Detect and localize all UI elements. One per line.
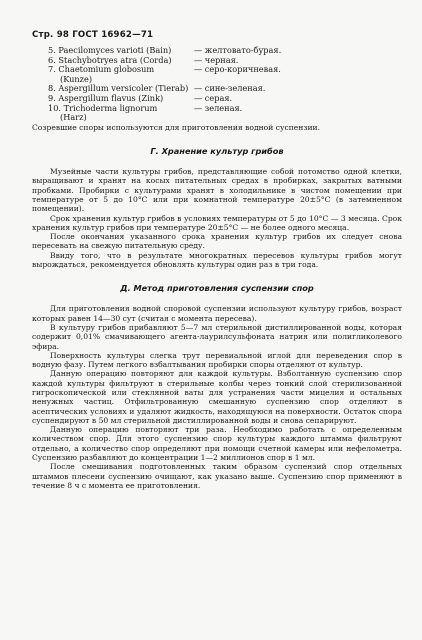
species-color: — сине-зеленая. (194, 83, 266, 94)
species-name: 8. Aspergillum versicoler (Tierab) (48, 83, 189, 94)
species-author: (Harz) (60, 112, 87, 123)
section-title-suspension: Д. Метод приготовления суспензии спор (120, 283, 314, 294)
species-name: 10. Trichoderma lignorum (48, 102, 158, 113)
species-name: 5. Paecilomyces varioti (Bain) (48, 45, 172, 55)
paragraph: Для приготовления водной споровой суспензии используют культуру грибов, возраст которых равен 14—30 сут (считая с момента пересева). (32, 304, 402, 323)
species-name: 9. Aspergillum flavus (Zink) (48, 92, 164, 103)
paragraph: Данную операцию повторяют три раза. Необходимо работать с определенным количеством спор. Для этого суспензию спор культуры каждого штамма фильтруют отдельно, а количество спор определяют при помощи счетной камеры или нефелометра. Суспензию разбавляют до концентрации 1—2 миллионов спор в 1 мл. (32, 425, 402, 463)
species-author: (Kunze) (60, 73, 93, 84)
paragraph: Срок хранения культур грибов в условиях температуры от 5 до 10°С — 3 месяца. Срок хранения культур грибов при температуре 20±5°С — не более одного месяца. (32, 213, 402, 232)
paragraph: В культуру грибов прибавляют 5—7 мл стерильной дистиллированной воды, которая содержит 0,01% смачивающего агента-лаурилсульфоната натрия или полигликолевого эфира. (32, 322, 402, 351)
species-color: — зеленая. (194, 102, 243, 113)
species-list (32, 46, 402, 123)
species-color: — серая. (194, 92, 233, 103)
species-note: Созревшие споры используются для приготовления водной суспензии. (32, 122, 321, 132)
species-item (48, 104, 402, 114)
page-header: Стр. 98 ГОСТ 16962—71 (32, 30, 154, 40)
paragraph: Поверхность культуры слегка трут перевиальной иглой для переведения спор в водную фазу. Путем легкого взбалтывания пробирки споры отделяют от культур. (32, 350, 402, 370)
paragraph: Музейные части культуры грибов, представляющие собой потомство одной клетки, выращивают и хранят на косых питательных средах в пробирках, закрытых ватными пробками. Пробирки с культурами хранят в холодильнике в чистом помещении при температуре от 5 до 10°С или при комнатной температуре 20±5°С (в затемненном помещении). (32, 167, 402, 214)
paragraph: После смешивания подготовленных таким образом суспензий спор отдельных штаммов плесени суспензию очищают, как указано выше. Суспензию спор применяют в течение 8 ч с момента ее приготовления. (32, 462, 402, 490)
species-item (48, 65, 402, 75)
paragraph: Данную операцию повторяют для каждой культуры. Взболтанную суспензию спор каждой культуры фильтруют в стерильные колбы через тонкий слой стерилизованной гигроскопической или стеклянной ваты для устранения части мицелия и остальных ненужных частиц. Отфильтрованную смешанную суспензию спор отделяют в асептических условиях и удаляют жидкость, находящуюся на поверхности. Остаток спора суспендируют в 50 мл стерильной дистиллированной воды и снова сепарируют. (32, 369, 402, 425)
species-color: — серо-коричневая. (194, 64, 281, 75)
section-title-storage: Г. Хранение культур грибов (150, 146, 284, 157)
paragraph: Ввиду того, что в результате многократных пересевов культуры грибов могут вырождаться, рекомендуется обновлять культуры один раз в три года. (32, 250, 402, 270)
species-color: — желтовато-бурая. (194, 45, 282, 55)
paragraph: После окончания указанного срока хранения культур грибов их следует снова пересевать на свежую питательную среду. (32, 232, 402, 251)
species-color: — черная. (194, 54, 239, 65)
species-name: 7. Chaetomium globosum (48, 64, 155, 75)
species-name: 6. Stachybotryes atra (Corda) (48, 54, 172, 65)
